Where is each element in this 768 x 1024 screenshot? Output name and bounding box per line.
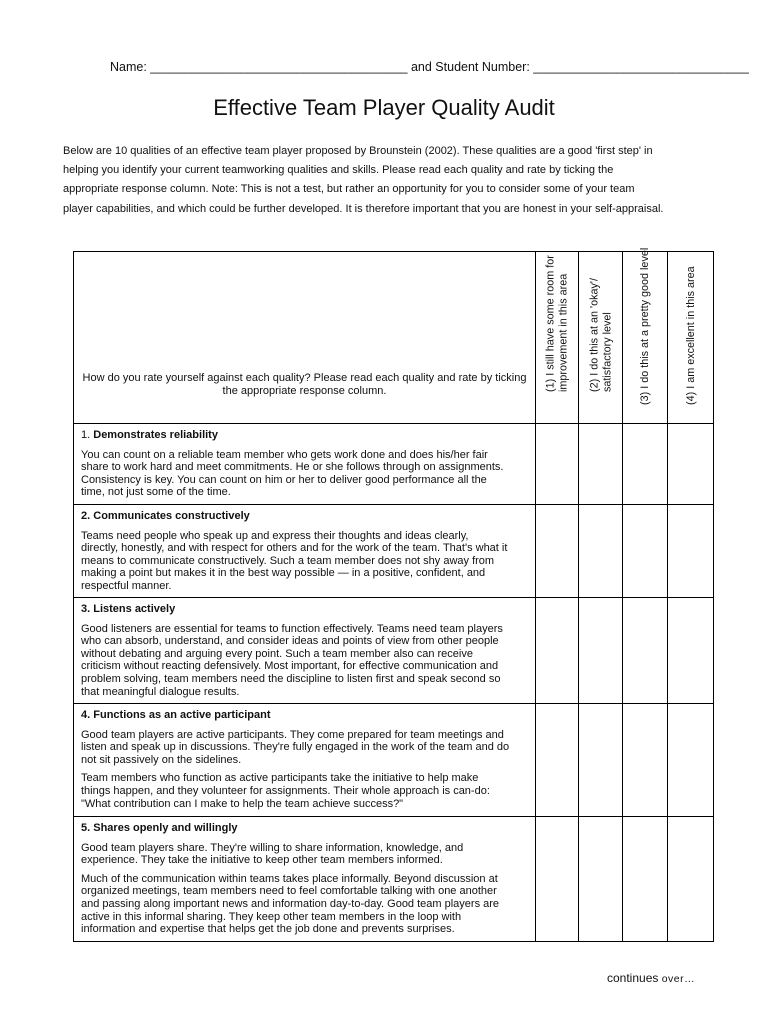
quality-description: Good listeners are essential for teams to function effectively. Teams need team players who can absorb, understand, and consider ideas and points of view from other people without debating and arguing every point. Such a team member also can receive criticism without reacting defensively. Most important, for effective communication and problem solving, team members need the discipline to listen first and speak second so that meaningful dialogue results. — [81, 622, 503, 698]
quality-title: 3. Listens actively — [81, 603, 176, 615]
rating-checkbox-cell-3[interactable] — [623, 704, 668, 817]
quality-audit-table — [73, 247, 714, 942]
table-header-row — [74, 252, 714, 424]
table-row — [74, 704, 714, 817]
rating-checkbox-cell-4[interactable] — [668, 704, 714, 817]
intro-line: appropriate response column. Note: This is not a test, but rather an opportunity for you to consider some of your team — [63, 183, 635, 196]
table-row — [74, 817, 714, 942]
table-row — [74, 424, 714, 505]
name-student-number-field: Name: _____________________________________ and Student Number: _______________________________ — [110, 60, 749, 74]
rating-checkbox-cell-2[interactable] — [579, 704, 623, 817]
rating-checkbox-cell-3[interactable] — [623, 505, 668, 598]
rating-checkbox-cell-3[interactable] — [623, 817, 668, 942]
quality-cell — [74, 424, 536, 505]
rating-checkbox-cell-2[interactable] — [579, 424, 623, 505]
quality-title: 1. Demonstrates reliability — [81, 429, 218, 441]
quality-description: Much of the communication within teams takes place informally. Beyond discussion at organized meetings, team members need to feel comfortable talking with one another and passing along important news and information day-to-day. Good team players are active in this informal sharing. They keep other team members in the loop with information and expertise that helps get the job done and prevents surprises. — [81, 872, 500, 936]
quality-cell — [74, 598, 536, 704]
rating-checkbox-cell-1[interactable] — [536, 598, 579, 704]
rating-checkbox-cell-4[interactable] — [668, 424, 714, 505]
rating-checkbox-cell-2[interactable] — [579, 505, 623, 598]
quality-cell — [74, 704, 536, 817]
rating-checkbox-cell-2[interactable] — [579, 598, 623, 704]
quality-description: Team members who function as active participants take the initiative to help make things happen, and they volunteer for assignments. Their whole approach is can-do: "What contribution can I make to help the team achieve success?" — [81, 772, 490, 810]
continues-over-note: continues over… — [607, 971, 696, 985]
quality-description: Good team players share. They're willing to share information, knowledge, and experience. They take the initiative to keep other team members informed. — [81, 841, 464, 867]
rating-column-header-4: (4) I am excellent in this area — [668, 252, 714, 424]
rating-column-header-2: (2) I do this at an 'okay'/ satisfactory level — [579, 252, 623, 424]
rating-checkbox-cell-4[interactable] — [668, 505, 714, 598]
page-title: Effective Team Player Quality Audit — [213, 95, 555, 120]
rating-checkbox-cell-2[interactable] — [579, 817, 623, 942]
rating-checkbox-cell-4[interactable] — [668, 598, 714, 704]
quality-cell — [74, 817, 536, 942]
rating-checkbox-cell-1[interactable] — [536, 704, 579, 817]
rating-checkbox-cell-4[interactable] — [668, 817, 714, 942]
rating-column-header-1: (1) I still have some room for improvement in this area — [536, 252, 579, 424]
intro-line: helping you identify your current teamworking qualities and skills. Please read each quality and rate by ticking the — [63, 164, 614, 177]
quality-description: Teams need people who speak up and express their thoughts and ideas clearly, directly, honestly, and with respect for others and for the work of the team. That's what it means to communicate constructively. Such a team member does not shy away from making a point but makes it in the best way possible — in a positive, confident, and respectful manner. — [81, 529, 508, 592]
quality-title: 4. Functions as an active participant — [81, 709, 271, 721]
intro-line: Below are 10 qualities of an effective team player proposed by Brounstein (2002). These qualities are a good 'first step' in — [63, 145, 653, 157]
rating-column-header-3: (3) I do this at a pretty good level — [623, 252, 668, 424]
quality-description: You can count on a reliable team member who gets work done and does his/her fair share to work hard and meet commitments. He or she follows through on assignments. Consistency is key. You can count on him or her to deliver good performance all the time, not just some of the time. — [81, 448, 504, 499]
quality-title: 2. Communicates constructively — [81, 510, 250, 522]
rating-checkbox-cell-3[interactable] — [623, 424, 668, 505]
intro-line: player capabilities, and which could be further developed. It is therefore important that you are honest in your self-appraisal. — [63, 202, 664, 215]
quality-title: 5. Shares openly and willingly — [81, 822, 238, 834]
rating-checkbox-cell-1[interactable] — [536, 424, 579, 505]
rating-checkbox-cell-1[interactable] — [536, 505, 579, 598]
table-row — [74, 505, 714, 598]
quality-description: Good team players are active participants. They come prepared for team meetings and listen and speak up in discussions. They're fully engaged in the work of the team and do not sit passively on the sidelines. — [81, 728, 510, 766]
quality-cell — [74, 505, 536, 598]
question-header: How do you rate yourself against each quality? Please read each quality and rate by ticking the appropriate response column. — [74, 252, 536, 424]
rating-checkbox-cell-3[interactable] — [623, 598, 668, 704]
table-row — [74, 598, 714, 704]
rating-checkbox-cell-1[interactable] — [536, 817, 579, 942]
intro-paragraph — [63, 142, 713, 219]
